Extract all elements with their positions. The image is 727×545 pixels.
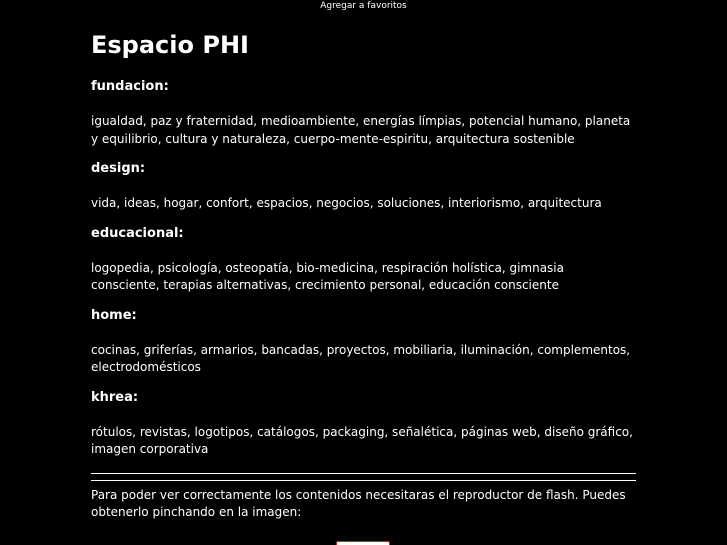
section-text: cocinas, griferías, armarios, bancadas, proyectos, mobiliaria, iluminación, complementos, electrodomésticos (91, 342, 631, 374)
get-flash-player-badge[interactable] (336, 541, 390, 545)
section-heading: khrea: (91, 389, 139, 405)
flash-notice: Para poder ver correctamente los contenidos necesitaras el reproductor de flash. Puedes obtenerlo pinchando en la imagen: (91, 487, 626, 519)
divider-top (91, 473, 636, 474)
section-fundacion (91, 78, 636, 148)
section-text: igualdad, paz y fraternidad, medioambiente, energías límpias, potencial humano, planeta y equilibrio, cultura y naturaleza, cuerpo-mente-espiritu, arquitectura sostenible (91, 114, 631, 146)
section-educacional (91, 225, 636, 295)
section-home (91, 307, 636, 377)
section-heading: design: (91, 161, 146, 176)
main-content (91, 28, 636, 522)
add-to-favorites-link[interactable]: Agregar a favoritos (320, 1, 407, 11)
page-title: Espacio PHI (91, 31, 249, 59)
section-text: logopedia, psicología, osteopatía, bio-medicina, respiración holística, gimnasia consciente, terapias alternativas, crecimiento personal, educación consciente (91, 260, 564, 292)
section-heading: home: (91, 307, 137, 323)
section-design (91, 160, 636, 213)
section-text: vida, ideas, hogar, confort, espacios, negocios, soluciones, interiorismo, arquitectura (91, 196, 602, 210)
section-khrea (91, 389, 636, 459)
section-heading: educacional: (91, 225, 184, 241)
section-heading: fundacion: (91, 79, 169, 94)
divider-bottom (91, 480, 636, 481)
section-text: rótulos, revistas, logotipos, catálogos, packaging, señalética, páginas web, diseño gráfico, imagen corporativa (91, 424, 633, 456)
